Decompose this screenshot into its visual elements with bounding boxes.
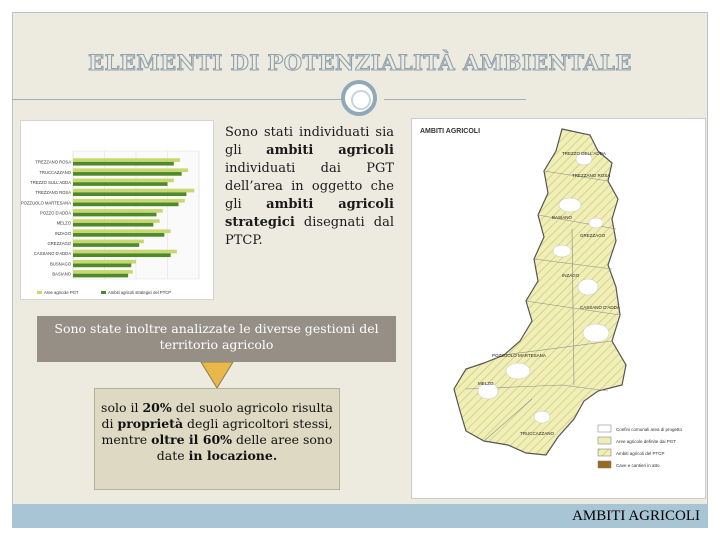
chart-bar (73, 199, 185, 203)
intro-text-3: disegnati dal PTCP. (225, 215, 394, 248)
chart-bar (73, 203, 179, 207)
map-label-melzo: MELZO (478, 381, 494, 386)
chart-bar (73, 179, 174, 183)
map-label-inzago: INZAGO (562, 273, 580, 278)
legend-swatch-ptcp (598, 449, 611, 456)
map-label-trezzo: TREZZO DELL'ADDA (562, 151, 606, 156)
chart-category-label: CASSANO D'ADDA (33, 251, 71, 257)
chart-bar (73, 172, 182, 176)
chart-bar (73, 168, 188, 172)
chart-category-label: TREZZANO ROSA (35, 159, 71, 165)
legend-label-pgt: Aree agricole definite dai PGT (616, 439, 677, 444)
stat-text-4: delle aree sono date (156, 432, 333, 463)
chart-bar (73, 229, 171, 233)
chart-category-label: TREZZO SULL'ADDA (30, 179, 71, 185)
legend-label-quarries: Cave e cantieri in atto (616, 463, 660, 468)
chart-bar (73, 158, 180, 162)
footer-bar (12, 504, 708, 528)
chart-category-label: TRUCCAZZANO (39, 169, 71, 175)
chart-bar (73, 162, 174, 166)
chart-category-label: GREZZAGO (47, 240, 71, 246)
chart-bar (73, 182, 168, 186)
legend-swatch-pgt (598, 437, 611, 444)
chart-legend-swatch (101, 291, 106, 294)
legend-label-ptcp: Ambiti agricoli del PTCP (616, 451, 665, 456)
chart-bar (73, 264, 131, 268)
footer-title: AMBITI AGRICOLI (572, 508, 700, 524)
map-label-trezzano-rosa: TREZZANO ROSA (572, 173, 611, 178)
chart-bar (73, 240, 144, 244)
legend-swatch-quarries (598, 461, 611, 468)
chart-category-label: TREZZANO ROSA (35, 190, 71, 196)
stat-bold-2: proprietà (117, 416, 184, 431)
chart-category-label: MELZO (56, 220, 71, 226)
map-legend (598, 425, 683, 468)
chart-bar (73, 209, 163, 213)
bar-chart-panel (20, 120, 214, 300)
chart-category-label: POZZUOLO MARTESANA (21, 200, 71, 206)
chart-bar (73, 260, 136, 264)
map-graphic (412, 119, 705, 498)
chart-bar (73, 250, 177, 254)
chart-bar (73, 233, 164, 237)
chart-bar (73, 274, 128, 278)
chart-category-label: INZAGO (54, 230, 71, 236)
stat-bold-4: in locazione. (188, 448, 278, 463)
intro-bold-1: ambiti agricoli (266, 143, 394, 158)
down-arrow-icon (200, 362, 234, 390)
title-divider-left (12, 99, 342, 100)
chart-bar (73, 253, 171, 257)
map-label-truccazzano: TRUCCAZZANO (520, 431, 554, 436)
chart-bar (73, 223, 153, 227)
title-divider-right (384, 99, 526, 100)
chart-bar (73, 192, 186, 196)
intro-text-2: individuati dai PGT dell’area in oggetto che gli (225, 161, 394, 212)
chart-category-label: POZZO D'ADDA (39, 210, 71, 216)
slide-title: ELEMENTI DI POTENZIALITÀ AMBIENTALE (88, 50, 632, 75)
chart-bar (73, 243, 139, 247)
agricultural-areas-map (411, 118, 706, 499)
map-label-basiano: BASIANO (552, 215, 573, 220)
map-label-cassano: CASSANO D'ADDA (580, 305, 620, 310)
chart-category-label: BUSNAGO (50, 261, 71, 267)
stat-text-1: solo il (101, 400, 143, 415)
chart-category-label: BASIANO (52, 271, 71, 277)
intro-paragraph (225, 124, 394, 250)
ownership-stat-box (94, 388, 340, 490)
decorative-circle-inner (351, 90, 371, 110)
chart-bar (73, 189, 194, 193)
stat-text-2: del suolo agricolo risulta di (101, 400, 333, 431)
bar-chart (21, 121, 213, 299)
map-label-grezzago: GREZZAGO (580, 233, 606, 238)
chart-legend-label: Aree agricole PGT (44, 290, 79, 295)
legend-label-borders: Confini comunali area di progetto (616, 427, 683, 432)
map-label-pozzuolo: POZZUOLO MARTESANA (492, 353, 546, 358)
stat-bold-1: 20% (142, 400, 172, 415)
chart-bar (73, 213, 156, 217)
intro-bold-2: ambiti agricoli strategici (225, 197, 394, 230)
stat-bold-3: oltre il 60% (151, 432, 233, 447)
chart-bar (73, 219, 160, 223)
chart-legend-swatch (37, 291, 42, 294)
decorative-circle (341, 80, 377, 116)
intro-text-1: Sono stati individuati sia gli (225, 125, 394, 158)
map-title: AMBITI AGRICOLI (420, 128, 481, 135)
legend-swatch-borders (598, 425, 611, 432)
management-note-box: Sono state inoltre analizzate le diverse gestioni del territorio agricolo (37, 316, 396, 362)
chart-bar (73, 270, 133, 274)
chart-legend-label: Ambiti agricoli strategici del PTCP (108, 290, 172, 295)
stat-text-3: degli agricoltori stessi, mentre (101, 416, 333, 447)
